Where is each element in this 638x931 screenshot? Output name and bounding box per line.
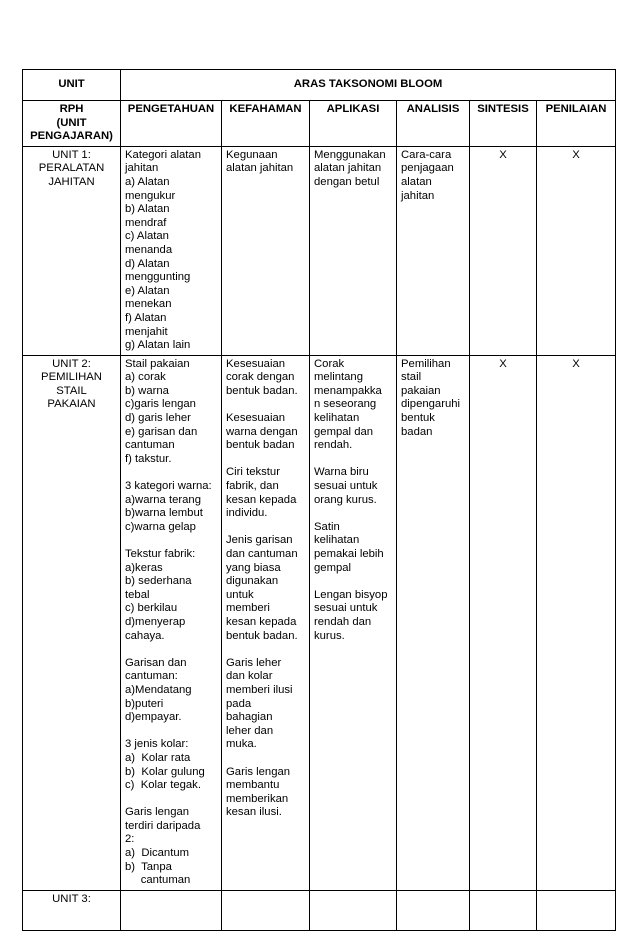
kefahaman-line: kesan kepada [226, 493, 297, 506]
kefahaman-line [226, 521, 305, 535]
pengetahuan-line: d) garis leher [125, 412, 191, 425]
aplikasi-line: alatan jahitan [314, 162, 382, 175]
pengetahuan-line [125, 643, 217, 657]
header-row [23, 70, 616, 101]
pengetahuan-line: jahitan [125, 162, 159, 175]
bloom-taxonomy-table [22, 69, 616, 931]
kefahaman-line: kesan kepada [226, 615, 297, 628]
pengetahuan-line: Tekstur fabrik: [125, 548, 196, 560]
kefahaman-line: memberi ilusi [226, 683, 293, 696]
sintesis-cell [470, 890, 537, 930]
table-row [23, 146, 616, 355]
pengetahuan-line: g) Alatan lain [125, 339, 191, 352]
analisis-line: Pemilihan [401, 357, 451, 370]
pengetahuan-line: f) takstur. [125, 452, 172, 465]
kefahaman-line: pada [226, 697, 252, 710]
kefahaman-line: muka. [226, 738, 257, 751]
aplikasi-line: kelihatan [314, 534, 360, 547]
pengetahuan-line: d)empayar. [125, 711, 182, 724]
aplikasi-line [314, 507, 392, 521]
pengetahuan-line: 2: [125, 833, 135, 846]
kefahaman-line: corak dengan [226, 371, 295, 384]
aplikasi-line: melintang [314, 371, 363, 384]
analisis-line: dipengaruhi [401, 398, 461, 411]
aplikasi-line: gempal [314, 561, 352, 574]
pengetahuan-line: d)menyerap [125, 615, 186, 628]
kefahaman-header: KEFAHAMAN [222, 101, 310, 147]
aplikasi-line: gempal dan [314, 425, 374, 438]
table-row [23, 890, 616, 930]
unit-line: UNIT 1: [52, 148, 91, 161]
kefahaman-line: memberi [226, 602, 270, 615]
kefahaman-line: Jenis garisan [226, 534, 293, 547]
kefahaman-line: Ciri tekstur [226, 466, 280, 479]
kefahaman-line: individu. [226, 507, 268, 520]
kefahaman-line: dan kolar [226, 670, 273, 683]
pengetahuan-line: mengukur [125, 189, 176, 202]
pengetahuan-line: menggunting [125, 271, 191, 284]
pengetahuan-line: cantuman [125, 874, 191, 887]
pengetahuan-cell [121, 146, 222, 355]
kefahaman-line [226, 453, 305, 467]
pengetahuan-line: a)Mendatang [125, 683, 192, 696]
pengetahuan-line: a)keras [125, 561, 163, 574]
sintesis-cell: X [470, 146, 537, 355]
pengetahuan-line: Garis lengan [125, 806, 190, 819]
aplikasi-line [314, 575, 392, 589]
sintesis-header: SINTESIS [470, 101, 537, 147]
pengetahuan-cell [121, 890, 222, 930]
rph-header-line: RPH [59, 103, 84, 115]
pengetahuan-line [125, 725, 217, 739]
kefahaman-line [226, 643, 305, 657]
unit-line: PERALATAN [38, 162, 105, 175]
aplikasi-line: orang kurus. [314, 493, 377, 506]
kefahaman-line [226, 752, 305, 766]
aplikasi-line: menampakka [314, 384, 382, 397]
pengetahuan-line: Garisan dan [125, 656, 187, 669]
kefahaman-cell [222, 146, 310, 355]
kefahaman-line: bahagian [226, 711, 273, 724]
aplikasi-line [314, 453, 392, 467]
pengetahuan-line: e) Alatan [125, 284, 170, 297]
analisis-line: penjagaan [401, 162, 454, 175]
unit-cell [23, 146, 121, 355]
penilaian-header: PENILAIAN [537, 101, 616, 147]
pengetahuan-line: f) Alatan [125, 311, 167, 324]
analisis-cell [397, 890, 470, 930]
kefahaman-line: bentuk badan [226, 439, 295, 452]
kefahaman-cell [222, 355, 310, 890]
pengetahuan-line: b) Alatan [125, 203, 170, 216]
pengetahuan-line: b) warna [125, 384, 169, 397]
rph-header [23, 101, 121, 147]
aplikasi-cell [310, 355, 397, 890]
pengetahuan-line: 3 jenis kolar: [125, 738, 189, 751]
pengetahuan-line: a) Dicantum [125, 847, 190, 860]
analisis-line: jahitan [401, 189, 435, 202]
penilaian-cell: X [537, 355, 616, 890]
kefahaman-line: fabrik, dan [226, 480, 279, 493]
pengetahuan-line: tebal [125, 588, 150, 601]
pengetahuan-line: menekan [125, 298, 172, 311]
unit-line: PEMILIHAN [41, 371, 102, 384]
pengetahuan-line: e) garisan dan [125, 425, 198, 438]
aplikasi-line: sesuai untuk [314, 480, 378, 493]
pengetahuan-line: Stail pakaian [125, 357, 190, 370]
penilaian-cell [537, 890, 616, 930]
unit-cell [23, 355, 121, 890]
pengetahuan-line [125, 793, 217, 807]
kefahaman-line: memberikan [226, 792, 289, 805]
pengetahuan-line: a) Alatan [125, 175, 170, 188]
aplikasi-line: Lengan bisyop [314, 588, 388, 601]
kefahaman-line: bentuk badan. [226, 629, 298, 642]
aplikasi-line: pemakai lebih [314, 548, 384, 560]
aplikasi-line: sesuai untuk [314, 602, 378, 615]
aplikasi-header: APLIKASI [310, 101, 397, 147]
kefahaman-line: Kesesuaian [226, 357, 286, 370]
subheader-row [23, 101, 616, 147]
kefahaman-line: warna dengan [226, 425, 298, 438]
pengetahuan-line: c)warna gelap [125, 520, 196, 533]
analisis-header: ANALISIS [397, 101, 470, 147]
pengetahuan-line [125, 466, 217, 480]
aplikasi-line: kurus. [314, 629, 345, 642]
analisis-line: Cara-cara [401, 148, 452, 161]
kefahaman-line: bentuk badan. [226, 384, 298, 397]
sintesis-cell: X [470, 355, 537, 890]
kefahaman-line: membantu [226, 779, 280, 792]
kefahaman-line: dan cantuman [226, 548, 298, 560]
taxonomy-header: ARAS TAKSONOMI BLOOM [121, 70, 616, 101]
aplikasi-line: Warna biru [314, 466, 369, 479]
unit-line: PAKAIAN [47, 398, 96, 411]
pengetahuan-header: PENGETAHUAN [121, 101, 222, 147]
kefahaman-line: Kegunaan [226, 148, 278, 161]
analisis-line: pakaian [401, 384, 441, 397]
pengetahuan-line: a)warna terang [125, 493, 201, 506]
pengetahuan-line: a) corak [125, 371, 166, 384]
aplikasi-line: kelihatan [314, 412, 360, 425]
pengetahuan-line: b)puteri [125, 697, 164, 710]
unit-line: UNIT 3: [52, 892, 91, 905]
kefahaman-line: leher dan [226, 724, 274, 737]
pengetahuan-line: cantuman: [125, 670, 178, 683]
aplikasi-line: Satin [314, 520, 340, 533]
pengetahuan-line: 3 kategori warna: [125, 480, 212, 493]
aplikasi-line: Corak [314, 357, 345, 370]
kefahaman-line: Kesesuaian [226, 412, 286, 425]
rph-header-line: (UNIT [56, 116, 87, 129]
pengetahuan-line: mendraf [125, 216, 167, 229]
pengetahuan-cell [121, 355, 222, 890]
aplikasi-line: rendah dan [314, 615, 372, 628]
aplikasi-line: n seseorang [314, 398, 377, 411]
unit-line: UNIT 2: [52, 357, 91, 370]
analisis-line: bentuk [401, 412, 435, 425]
analisis-cell [397, 355, 470, 890]
pengetahuan-line: a) Kolar rata [125, 751, 191, 764]
pengetahuan-line: d) Alatan [125, 257, 170, 270]
kefahaman-line: Garis lengan [226, 765, 291, 778]
pengetahuan-line: c)garis lengan [125, 398, 196, 411]
analisis-cell [397, 146, 470, 355]
aplikasi-line: dengan betul [314, 175, 380, 188]
unit-line: STAIL [56, 384, 87, 397]
kefahaman-line: digunakan [226, 575, 279, 588]
pengetahuan-line: c) Kolar tegak. [125, 779, 201, 792]
aplikasi-cell [310, 890, 397, 930]
analisis-line: stail [401, 371, 422, 384]
pengetahuan-line: c) berkilau [125, 602, 178, 615]
unit-cell [23, 890, 121, 930]
pengetahuan-line [125, 534, 217, 548]
rph-header-line: PENGAJARAN) [30, 130, 113, 143]
pengetahuan-line: cantuman [125, 439, 175, 452]
analisis-line: badan [401, 425, 433, 438]
pengetahuan-line: b)warna lembut [125, 507, 203, 520]
pengetahuan-line: terdiri daripada [125, 819, 201, 832]
pengetahuan-line: cahaya. [125, 629, 165, 642]
penilaian-cell: X [537, 146, 616, 355]
kefahaman-line [226, 398, 305, 412]
pengetahuan-line: b) sederhana [125, 575, 192, 588]
pengetahuan-line: b) Kolar gulung [125, 765, 205, 778]
aplikasi-line: Menggunakan [314, 148, 386, 161]
pengetahuan-line: menjahit [125, 325, 168, 338]
pengetahuan-line: menanda [125, 243, 173, 256]
aplikasi-line: rendah. [314, 439, 353, 452]
pengetahuan-line: Kategori alatan [125, 148, 201, 161]
kefahaman-line: kesan ilusi. [226, 806, 282, 819]
unit-header: UNIT [23, 70, 121, 101]
kefahaman-cell [222, 890, 310, 930]
pengetahuan-line: c) Alatan [125, 230, 169, 243]
kefahaman-line: Garis leher [226, 656, 282, 669]
unit-line: JAHITAN [48, 175, 95, 188]
table-row [23, 355, 616, 890]
pengetahuan-line: b) Tanpa [125, 860, 172, 873]
aplikasi-cell [310, 146, 397, 355]
kefahaman-line: yang biasa [226, 561, 281, 574]
kefahaman-line: untuk [226, 588, 254, 601]
analisis-line: alatan [401, 175, 432, 188]
kefahaman-line: alatan jahitan [226, 162, 294, 175]
